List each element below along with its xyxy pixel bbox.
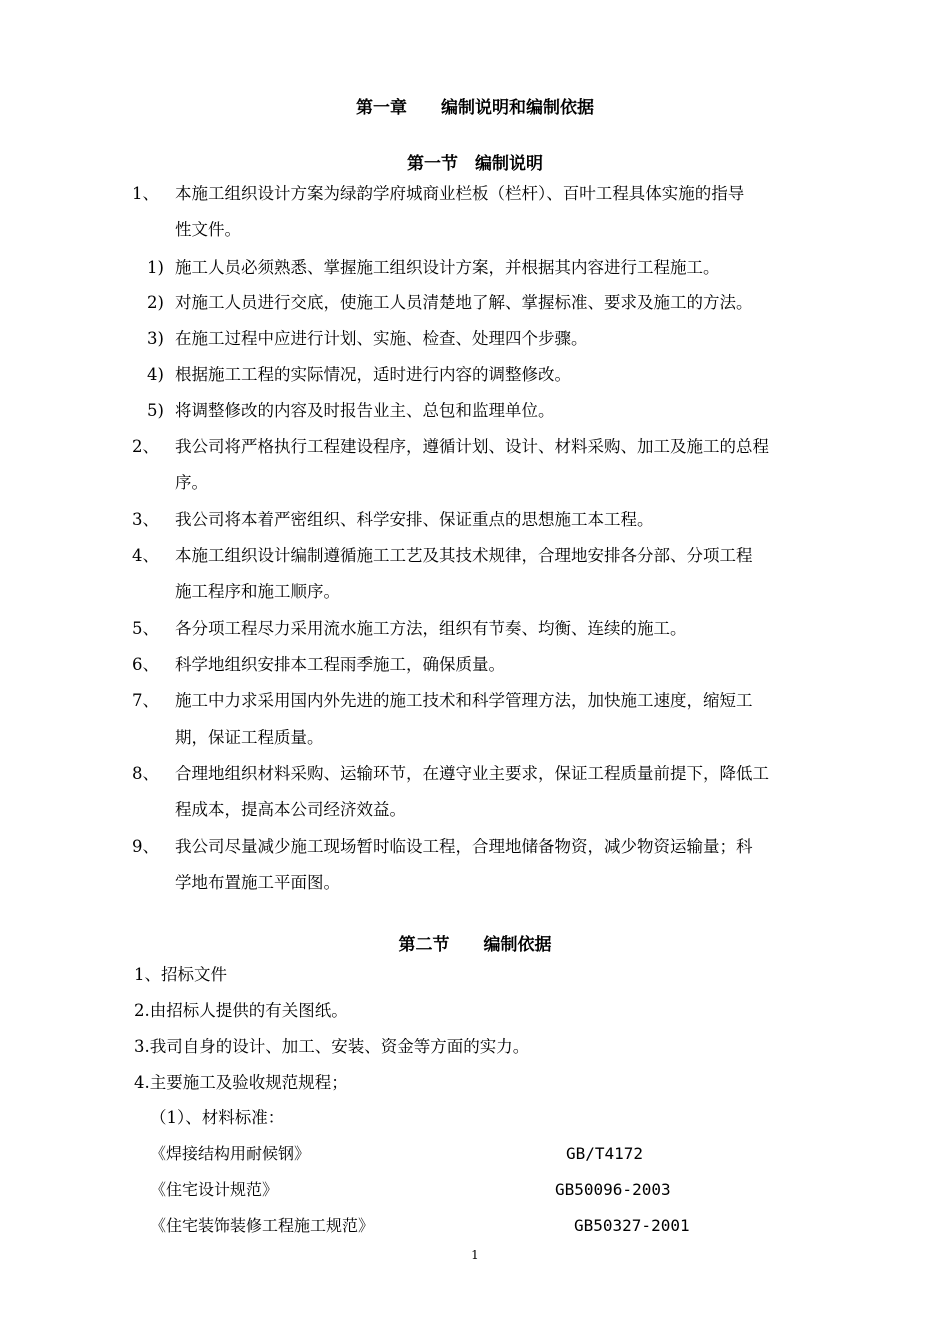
item-number: 2、	[132, 437, 159, 456]
basis-line: （1）、材料标准：	[150, 1108, 285, 1127]
item-text: 我公司将本着严密组织、科学安排、保证重点的思想施工本工程。	[175, 510, 654, 529]
item-number: 3)	[147, 329, 164, 348]
item-number: 9、	[132, 837, 159, 856]
item-number: 4、	[132, 546, 159, 565]
standard-code: GB/T4172	[566, 1144, 644, 1163]
item-number: 6、	[132, 655, 159, 674]
item-text: 施工中力求采用国内外先进的施工技术和科学管理方法，加快施工速度，缩短工	[175, 691, 753, 710]
item-text: 本施工组织设计编制遵循施工工艺及其技术规律，合理地安排各分部、分项工程	[175, 546, 753, 565]
item-text: 序。	[175, 473, 208, 492]
chapter-title: 第一章 编制说明和编制依据	[356, 98, 594, 118]
item-number: 8、	[132, 764, 159, 783]
item-text: 本施工组织设计方案为绿韵学府城商业栏板（栏杆）、百叶工程具体实施的指导	[175, 184, 745, 203]
item-number: 5、	[132, 619, 159, 638]
item-text: 将调整修改的内容及时报告业主、总包和监理单位。	[175, 401, 555, 420]
basis-line: 4.主要施工及验收规范规程；	[134, 1073, 348, 1092]
section-title-2: 第二节 编制依据	[398, 935, 552, 955]
standard-name: 《住宅设计规范》	[150, 1180, 279, 1199]
item-text: 我公司将严格执行工程建设程序，遵循计划、设计、材料采购、加工及施工的总程	[175, 437, 769, 456]
standard-name: 《住宅装饰装修工程施工规范》	[150, 1216, 375, 1235]
item-number: 4)	[147, 365, 164, 384]
item-text: 期，保证工程质量。	[175, 728, 324, 747]
item-text: 各分项工程尽力采用流水施工方法，组织有节奏、均衡、连续的施工。	[175, 619, 687, 638]
item-number: 5)	[147, 401, 164, 420]
item-text: 科学地组织安排本工程雨季施工，确保质量。	[175, 655, 505, 674]
standard-code: GB50327-2001	[574, 1216, 690, 1235]
item-text: 学地布置施工平面图。	[175, 873, 340, 892]
item-text: 我公司尽量减少施工现场暂时临设工程，合理地储备物资，减少物资运输量；科	[175, 837, 753, 856]
standard-code: GB50096-2003	[555, 1180, 671, 1199]
section-title-1: 第一节 编制说明	[407, 154, 543, 174]
basis-line: 2.由招标人提供的有关图纸。	[134, 1001, 348, 1020]
item-text: 在施工过程中应进行计划、实施、检查、处理四个步骤。	[175, 329, 588, 348]
basis-line: 1、招标文件	[134, 965, 227, 984]
item-number: 1)	[147, 258, 164, 277]
item-text: 施工程序和施工顺序。	[175, 582, 340, 601]
item-text: 对施工人员进行交底，使施工人员清楚地了解、掌握标准、要求及施工的方法。	[175, 293, 753, 312]
item-number: 2)	[147, 293, 164, 312]
item-text: 施工人员必须熟悉、掌握施工组织设计方案，并根据其内容进行工程施工。	[175, 258, 720, 277]
item-text: 性文件。	[175, 220, 241, 239]
item-text: 合理地组织材料采购、运输环节，在遵守业主要求，保证工程质量前提下，降低工	[175, 764, 769, 783]
item-number: 1、	[132, 184, 159, 203]
item-text: 程成本，提高本公司经济效益。	[175, 800, 406, 819]
item-text: 根据施工工程的实际情况，适时进行内容的调整修改。	[175, 365, 571, 384]
basis-line: 3.我司自身的设计、加工、安装、资金等方面的实力。	[134, 1037, 530, 1056]
item-number: 7、	[132, 691, 159, 710]
standard-name: 《焊接结构用耐候钢》	[150, 1144, 311, 1163]
item-number: 3、	[132, 510, 159, 529]
page-number: 1	[471, 1248, 479, 1262]
